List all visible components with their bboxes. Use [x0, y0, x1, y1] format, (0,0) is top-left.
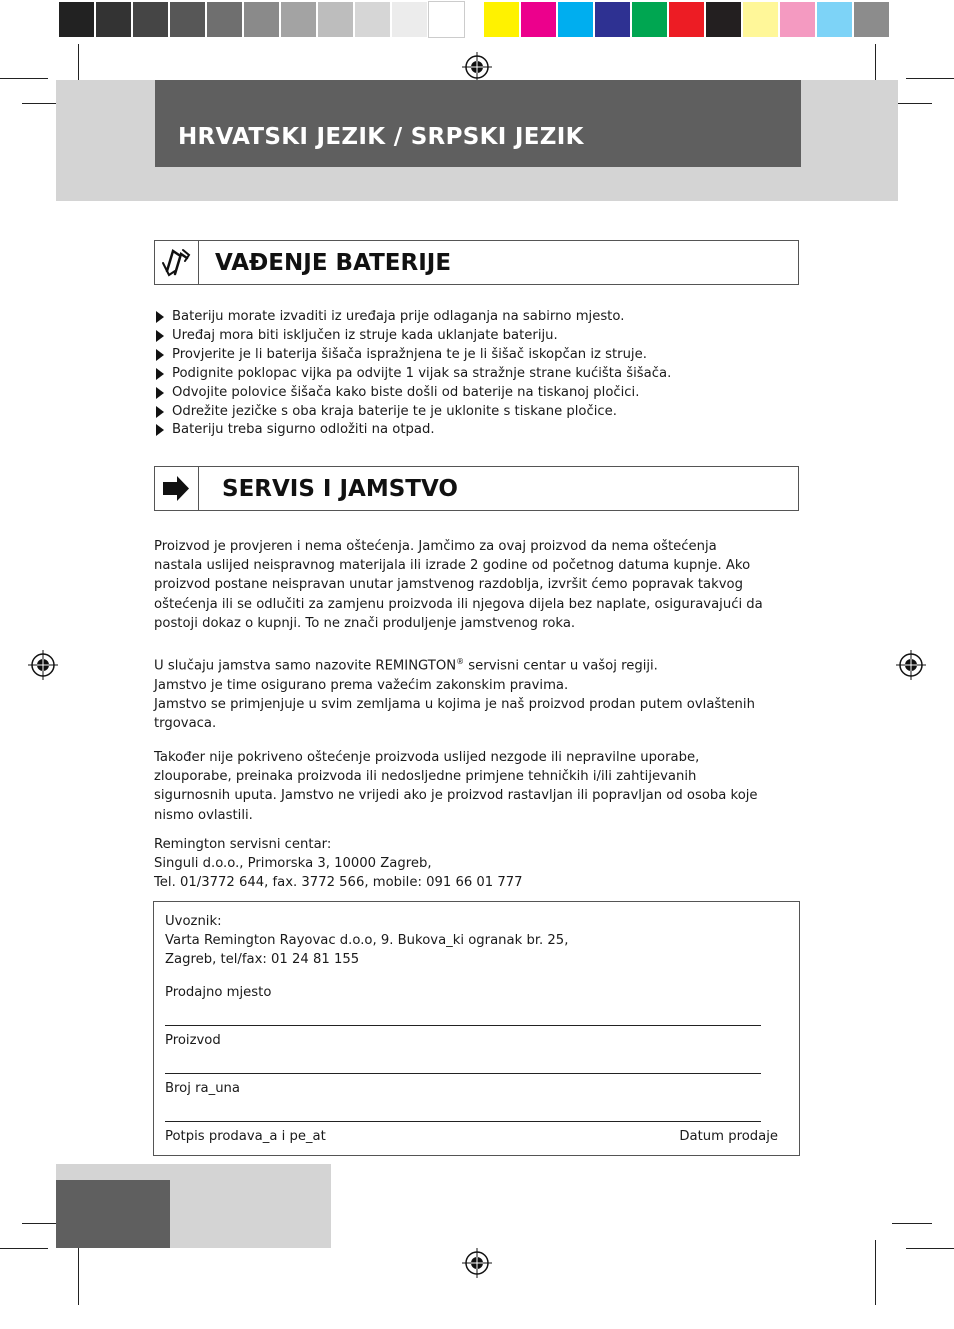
color-swatch: [170, 2, 205, 37]
list-item: Podignite poklopac vijka pa odvijte 1 vijak sa stražnje strane kućišta šišača.: [154, 365, 671, 384]
text-line: Jamstvo je time osigurano prema važećim zakonskim pravima.: [154, 677, 569, 693]
text-segment: servisni centar u vašoj regiji.: [464, 658, 658, 674]
color-swatch: [706, 2, 741, 37]
text-line: nismo ovlastili.: [154, 807, 253, 823]
importer-contact: Zagreb, tel/fax: 01 24 81 155: [165, 952, 360, 967]
color-swatch: [780, 2, 815, 37]
product-label: Proizvod: [165, 1033, 221, 1048]
crop-mark: [0, 1248, 48, 1249]
text-line: trgovaca.: [154, 716, 217, 731]
product-field[interactable]: [165, 1073, 761, 1074]
text-segment: U slučaju jamstva samo nazovite REMINGTON: [154, 658, 457, 674]
list-item: Uređaj mora biti isključen iz struje kada uklanjate bateriju.: [154, 327, 671, 346]
text-line: postoji dokaz o kupnji. To ne znači produljenje jamstvenog roka.: [154, 615, 576, 631]
color-swatch: [96, 2, 131, 37]
warranty-claim-paragraph: [154, 652, 784, 733]
crop-mark: [892, 1223, 932, 1224]
exclusions-paragraph: [154, 748, 784, 825]
color-swatch-bar: [484, 2, 889, 37]
color-swatch: [817, 2, 852, 37]
text-line: Remington servisni centar:: [154, 837, 332, 852]
invoice-number-label: Broj ra_una: [165, 1081, 240, 1096]
text-line: proizvod postane neispravan unutar jamstvenog razdoblja, izvršit ćemo popravak takvog: [154, 577, 743, 593]
section-title: SERVIS I JAMSTVO: [222, 476, 458, 502]
crop-mark: [906, 78, 954, 79]
color-swatch: [558, 2, 593, 37]
color-swatch: [133, 2, 168, 37]
list-item: Odvojite polovice šišača kako biste došli od baterije na tiskanoj pločici.: [154, 384, 671, 403]
recycle-icon: [155, 241, 199, 284]
list-item: Odrežite jezičke s oba kraja baterije te je uklonite s tiskane pločice.: [154, 403, 671, 422]
color-swatch: [207, 2, 242, 37]
signature-label: Potpis prodava_a i pe_at: [165, 1129, 326, 1144]
battery-bullet-list: [154, 308, 671, 440]
text-line: Jamstvo se primjenjuje u svim zemljama u kojima je naš proizvod prodan putem ovlaštenih: [154, 696, 755, 712]
text-line: zlouporabe, preinaka proizvoda ili nedosljedne primjene tehničkih i/ili zahtijevanih: [154, 769, 697, 785]
color-swatch: [355, 2, 390, 37]
list-item: Bateriju morate izvaditi iz uređaja prije odlaganja na sabirno mjesto.: [154, 308, 671, 327]
importer-address: Varta Remington Rayovac d.o.o, 9. Bukova_ki ogranak br. 25,: [165, 933, 569, 948]
color-swatch: [318, 2, 353, 37]
registered-mark: ®: [456, 657, 465, 666]
color-swatch: [632, 2, 667, 37]
color-swatch: [392, 2, 427, 37]
registration-mark-icon: [462, 52, 492, 82]
text-line: Proizvod je provjeren i nema oštećenja. Jamčimo za ovaj proizvod da nema oštećenja: [154, 539, 717, 554]
text-line: oštećenja ili se odlučiti za zamjenu proizvoda ili njegova dijela bez naplate, osiguravajući da: [154, 596, 763, 612]
color-swatch: [595, 2, 630, 37]
color-swatch: [281, 2, 316, 37]
importer-label: Uvoznik:: [165, 914, 222, 929]
page-title: HRVATSKI JEZIK / SRPSKI JEZIK: [178, 124, 584, 150]
registration-mark-icon: [28, 650, 58, 680]
color-swatch: [854, 2, 889, 37]
place-of-sale-label: Prodajno mjesto: [165, 985, 272, 1000]
list-item: Bateriju treba sigurno odložiti na otpad.: [154, 421, 671, 440]
gray-swatch-bar: [59, 2, 464, 37]
crop-mark: [78, 1240, 79, 1305]
crop-mark: [892, 103, 932, 104]
text-line: Također nije pokriveno oštećenje proizvoda uslijed nezgode ili nepravilne uporabe,: [154, 750, 700, 765]
section-title: VAĐENJE BATERIJE: [215, 250, 452, 276]
page-number-block: [56, 1180, 170, 1248]
text-line: nastala uslijed neispravnog materijala ili izrade 2 godine od početnog datuma kupnje. Ako: [154, 558, 751, 574]
text-line: Singuli d.o.o., Primorska 3, 10000 Zagreb,: [154, 856, 432, 872]
list-item: Provjerite je li baterija šišača ispražnjena te je li šišač iskopčan iz struje.: [154, 346, 671, 365]
place-of-sale-field[interactable]: [165, 1025, 761, 1026]
text-line: sigurnosnih uputa. Jamstvo ne vrijedi ako je proizvod rastavljan ili popravljan od osoba koje: [154, 788, 758, 804]
service-section-header: [154, 466, 799, 511]
color-swatch: [429, 2, 464, 37]
color-swatch: [669, 2, 704, 37]
text-line: [154, 652, 784, 676]
arrow-right-icon: [155, 467, 199, 510]
text-line: Tel. 01/3772 644, fax. 3772 566, mobile: 091 66 01 777: [154, 875, 523, 891]
crop-mark: [875, 1240, 876, 1305]
battery-section-header: [154, 240, 799, 285]
invoice-number-field[interactable]: [165, 1121, 761, 1122]
color-swatch: [59, 2, 94, 37]
color-swatch: [244, 2, 279, 37]
date-of-sale-label: Datum prodaje: [679, 1129, 778, 1144]
crop-mark: [0, 78, 48, 79]
crop-mark: [906, 1248, 954, 1249]
color-swatch: [484, 2, 519, 37]
color-swatch: [521, 2, 556, 37]
registration-mark-icon: [462, 1248, 492, 1278]
color-swatch: [743, 2, 778, 37]
service-center-paragraph: [154, 835, 784, 893]
warranty-form: [153, 901, 800, 1156]
registration-mark-icon: [896, 650, 926, 680]
warranty-paragraph: [154, 537, 784, 633]
